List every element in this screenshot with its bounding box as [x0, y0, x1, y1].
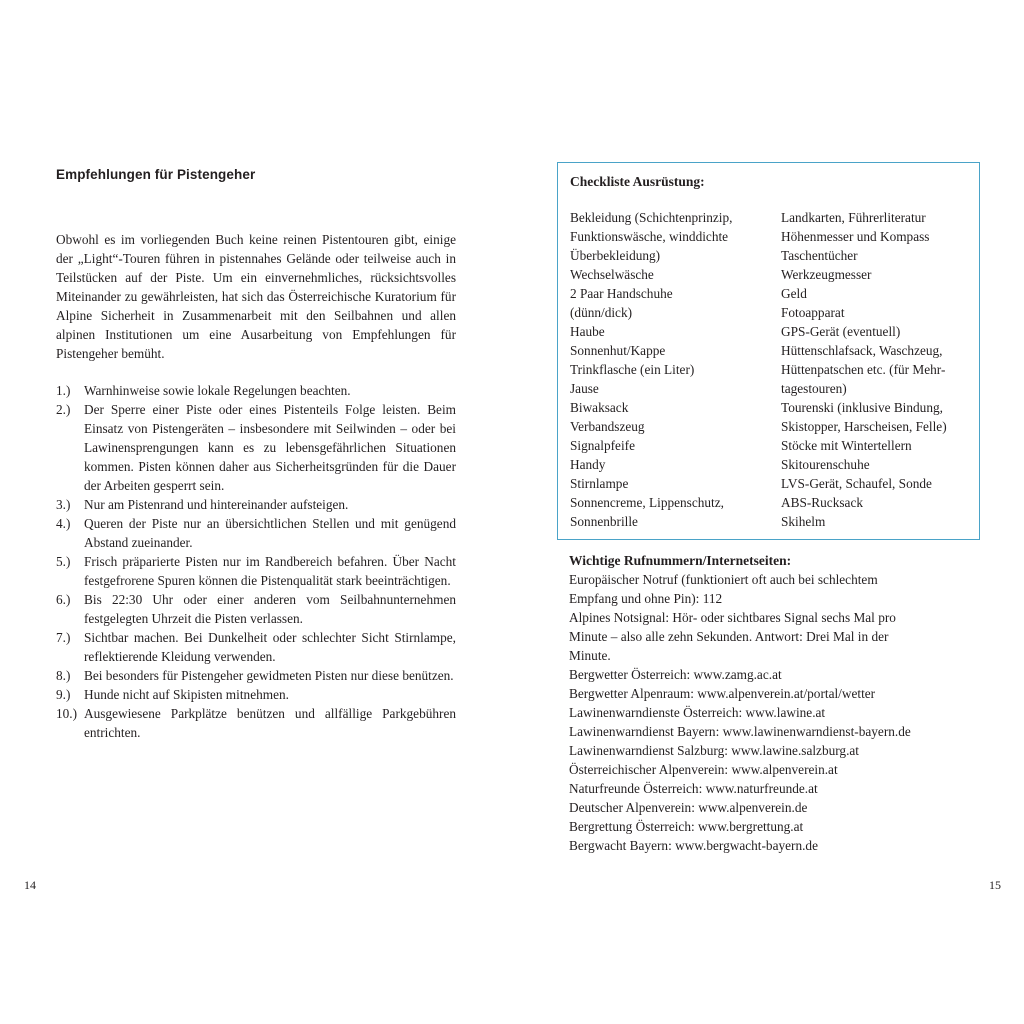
rule-number: 6.) [56, 592, 71, 607]
contact-line: Minute – also alle zehn Sekunden. Antwort: Drei Mal in der [569, 629, 889, 644]
page-number-left: 14 [24, 878, 36, 892]
contact-line: Minute. [569, 648, 611, 663]
checklist-item: tagestouren) [781, 381, 847, 396]
rule-text: Warnhinweise sowie lokale Regelungen beachten. [84, 383, 351, 398]
rule-number: 3.) [56, 497, 71, 512]
contact-line: Alpines Notsignal: Hör- oder sichtbares Signal sechs Mal pro [569, 610, 896, 625]
checklist-item: Stirnlampe [570, 476, 629, 491]
rule-text: Nur am Pistenrand und hintereinander aufsteigen. [84, 497, 349, 512]
rule-item [56, 590, 456, 628]
checklist-item: Jause [570, 381, 599, 396]
checklist-item: Überbekleidung) [570, 248, 661, 263]
rule-number: 7.) [56, 630, 71, 645]
rule-text: Bis 22:30 Uhr oder einer anderen vom Seilbahnunternehmen festgelegten Uhrzeit die Pisten verlassen. [84, 592, 456, 626]
rule-item [56, 552, 456, 590]
checklist-item: Skitourenschuhe [781, 457, 870, 472]
contact-line: Bergwetter Österreich: www.zamg.ac.at [569, 667, 782, 682]
checklist-right-column [781, 208, 947, 531]
rule-number: 1.) [56, 383, 71, 398]
checklist-item: Landkarten, Führerliteratur [781, 210, 926, 225]
checklist-item: Handy [570, 457, 606, 472]
checklist-title: Checkliste Ausrüstung: [570, 174, 705, 189]
rule-number: 5.) [56, 554, 71, 569]
checklist-item: Sonnenhut/Kappe [570, 343, 666, 358]
rule-text: Bei besonders für Pistengeher gewidmeten Pisten nur diese benützen. [84, 668, 454, 683]
checklist-item: Werkzeugmesser [781, 267, 872, 282]
checklist-item: Taschentücher [781, 248, 858, 263]
contact-line: Bergrettung Österreich: www.bergrettung.at [569, 819, 804, 834]
rule-number: 8.) [56, 668, 71, 683]
rule-item [56, 381, 456, 400]
page-number-right: 15 [989, 878, 1001, 892]
rule-item [56, 685, 456, 704]
checklist-item: Biwaksack [570, 400, 629, 415]
contacts-title: Wichtige Rufnummern/Internetseiten: [569, 553, 792, 568]
checklist-item: Trinkflasche (ein Liter) [570, 362, 695, 377]
contact-line: Europäischer Notruf (funktioniert oft auch bei schlechtem [569, 572, 878, 587]
checklist-item: Bekleidung (Schichtenprinzip, [570, 210, 733, 225]
checklist-item: LVS-Gerät, Schaufel, Sonde [781, 476, 932, 491]
checklist-item: Haube [570, 324, 605, 339]
rule-item [56, 495, 456, 514]
checklist-item: Skistopper, Harscheisen, Felle) [781, 419, 947, 434]
checklist-item: GPS-Gerät (eventuell) [781, 324, 901, 339]
checklist-item: Tourenski (inklusive Bindung, [781, 400, 943, 415]
checklist-item: Signalpfeife [570, 438, 635, 453]
checklist-item: Hüttenpatschen etc. (für Mehr- [781, 362, 946, 377]
rule-item [56, 628, 456, 666]
contact-line: Lawinenwarndienste Österreich: www.lawine.at [569, 705, 826, 720]
contact-line: Empfang und ohne Pin): 112 [569, 591, 723, 606]
checklist-item: Sonnenbrille [570, 514, 638, 529]
checklist-item: Skihelm [781, 514, 826, 529]
rule-text: Hunde nicht auf Skipisten mitnehmen. [84, 687, 289, 702]
checklist-item: Sonnencreme, Lippenschutz, [570, 495, 724, 510]
checklist-item: Hüttenschlafsack, Waschzeug, [781, 343, 943, 358]
contacts-list [569, 570, 979, 855]
contact-line: Naturfreunde Österreich: www.naturfreunde.at [569, 781, 818, 796]
intro-paragraph: Obwohl es im vorliegenden Buch keine reinen Pistentouren gibt, einige der „Light“-Touren führen in pistennahes Gelände oder teilweise auch in Teilstücken auf der Piste. Um ein einvernehmliches, rücksichtsvolles Miteinander zu gewährleisten, hat sich das Österreichische Kuratorium für Alpine Sicherheit in Zusammenarbeit mit den Seilbahnen und allen alpinen Institutionen um eine Ausarbeitung von Empfehlungen für Pistengeher bemüht. [56, 232, 456, 361]
contact-line: Bergwetter Alpenraum: www.alpenverein.at/portal/wetter [569, 686, 876, 701]
recommendations-list [56, 381, 456, 742]
checklist-item: (dünn/dick) [570, 305, 633, 320]
section-heading: Empfehlungen für Pistengeher [56, 167, 256, 182]
checklist-item: Höhenmesser und Kompass [781, 229, 930, 244]
rule-number: 2.) [56, 402, 71, 417]
rule-item [56, 400, 456, 495]
rule-number: 4.) [56, 516, 71, 531]
checklist-item: Geld [781, 286, 807, 301]
checklist-left-column [570, 208, 732, 531]
rule-text: Frisch präparierte Pisten nur im Randbereich befahren. Über Nacht festgefrorene Spuren können die Pistenqualität stark beeinträchtigen. [84, 554, 456, 588]
contact-line: Lawinenwarndienst Salzburg: www.lawine.salzburg.at [569, 743, 859, 758]
contact-line: Lawinenwarndienst Bayern: www.lawinenwarndienst-bayern.de [569, 724, 911, 739]
checklist-item: Fotoapparat [781, 305, 845, 320]
contacts-section [569, 551, 979, 855]
rule-text: Ausgewiesene Parkplätze benützen und allfällige Parkgebühren entrichten. [84, 706, 456, 740]
rule-text: Der Sperre einer Piste oder eines Pistenteils Folge leisten. Beim Einsatz von Pistengeräten – insbesondere mit Seilwinden – oder bei Lawinensprengungen kann es zu lebensgefährlichen Situationen kommen. Pisten können daher aus Sicherheitsgründen für die Dauer der Arbeiten gesperrt sein. [84, 402, 456, 493]
contact-line: Bergwacht Bayern: www.bergwacht-bayern.de [569, 838, 818, 853]
rule-item [56, 704, 456, 742]
checklist-item: Verbandszeug [570, 419, 645, 434]
rule-number: 9.) [56, 687, 71, 702]
contact-line: Deutscher Alpenverein: www.alpenverein.de [569, 800, 808, 815]
equipment-checklist-box [557, 162, 980, 540]
rule-number: 10.) [56, 706, 78, 721]
rule-text: Queren der Piste nur an übersichtlichen Stellen und mit genügend Abstand zueinander. [84, 516, 456, 550]
checklist-item: 2 Paar Handschuhe [570, 286, 673, 301]
contact-line: Österreichischer Alpenverein: www.alpenverein.at [569, 762, 838, 777]
checklist-item: ABS-Rucksack [781, 495, 863, 510]
rule-item [56, 514, 456, 552]
checklist-item: Wechselwäsche [570, 267, 654, 282]
checklist-item: Stöcke mit Wintertellern [781, 438, 912, 453]
checklist-item: Funktionswäsche, winddichte [570, 229, 729, 244]
rule-item [56, 666, 456, 685]
rule-text: Sichtbar machen. Bei Dunkelheit oder schlechter Sicht Stirnlampe, reflektierende Kleidung verwenden. [84, 630, 456, 664]
